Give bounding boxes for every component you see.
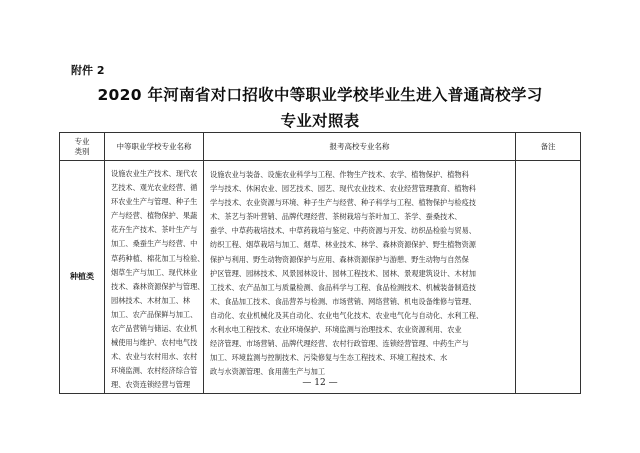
secondary-major-line: 环农业生产与管理、种子生 [111,197,198,207]
secondary-major-line: 术、农业与农村用水、农村 [111,352,198,362]
secondary-major-line: 加工、农产品保鲜与加工、 [111,309,198,319]
secondary-major-line: 园林技术、木材加工、林 [111,295,191,305]
secondary-major-line: 艺技术、观光农业经营、循 [111,183,198,193]
secondary-major-line: 加工、桑蚕生产与经营、中 [111,239,198,249]
secondary-major-line: 烟草生产与加工、现代林业 [111,267,198,277]
secondary-major-line: 花卉生产技术、茶叶生产与 [111,225,198,235]
category-cell: 种植类 [60,161,105,394]
secondary-major-line: 设施农业生产技术、现代农 [111,169,198,178]
secondary-major-line: 械使用与维护、农村电气技 [111,338,198,348]
secondary-major-cell [105,161,204,394]
college-major-line: 经济管理、市场营销、品牌代理经营、农村行政管理、连锁经营管理、中药生产与 [210,339,469,349]
college-major-lines [210,168,511,379]
college-major-line: 护区管理、园林技术、风景园林设计、园林工程技术、园林、景观建筑设计、木材加 [210,268,476,278]
secondary-major-lines [111,167,205,393]
college-major-line: 工技术、农产品加工与质量检测、食品科学与工程、食品检测技术、机械装备制造技 [210,282,476,292]
secondary-major-line: 产与经营、植物保护、果蔬 [111,211,198,221]
college-major-line: 蚕学、中草药栽培技术、中草药栽培与鉴定、中药资源与开发、纺织品检验与贸易、 [210,226,476,236]
college-major-line: 纺织工程、烟草栽培与加工、烟草、林业技术、林学、森林资源保护、野生植物资源 [210,240,476,250]
document-title: 2020 年河南省对口招收中等职业学校毕业生进入普通高校学习 [97,86,543,104]
college-major-line: 学与技术、农业资源与环境、种子生产与经营、种子科学与工程、植物保护与检疫技 [210,198,476,208]
college-major-line: 学与技术、休闲农业、园艺技术、园艺、现代农业技术、农业经营管理教育、植物科 [210,184,476,194]
secondary-major-line: 草药种植、棉花加工与检验、 [111,253,205,263]
table-header-row [60,133,581,161]
college-major-line: 水利水电工程技术、农业环境保护、环境监测与治理技术、农业资源利用、农业 [210,325,462,335]
major-comparison-table [59,132,581,394]
document-subtitle: 专业对照表 [280,112,360,130]
secondary-major-line: 环境监测、农村经济综合管 [111,366,198,376]
secondary-major-line: 理、农资连锁经营与管理 [111,380,191,390]
college-major-line: 自动化、农业机械化及其自动化、农业电气化技术、农业电气化与自动化、水利工程、 [210,310,484,320]
page-number: — 12 — [302,378,338,388]
college-major-line: 术、食品加工技术、食品营养与检测、市场营销、网络营销、机电设备维修与管理、 [210,296,476,306]
header-college-major: 报考高校专业名称 [204,133,516,161]
college-major-line: 加工、环境监测与控制技术、污染修复与生态工程技术、环境工程技术、水 [210,353,448,363]
header-notes: 备注 [516,133,581,161]
secondary-major-line: 技术、森林资源保护与管理、 [111,281,205,291]
header-category: 专业 类别 [60,133,105,161]
college-major-line: 政与水资源管理、食用菌生产与加工 [210,367,326,377]
header-secondary-major: 中等职业学校专业名称 [105,133,204,161]
attachment-label: 附件 2 [71,64,105,77]
secondary-major-line: 农产品营销与储运、农业机 [111,324,198,334]
table-row [60,161,581,394]
college-major-line: 术、茶艺与茶叶营销、品牌代理经营、茶树栽培与茶叶加工、茶学、蚕桑技术、 [210,212,462,222]
college-major-line: 保护与利用、野生动物资源保护与应用、森林资源保护与游憩、野生动物与自然保 [210,254,469,264]
notes-cell [516,161,581,394]
college-major-cell [204,161,516,394]
college-major-line: 设施农业与装备、设施农业科学与工程、作物生产技术、农学、植物保护、植物科 [210,170,469,179]
